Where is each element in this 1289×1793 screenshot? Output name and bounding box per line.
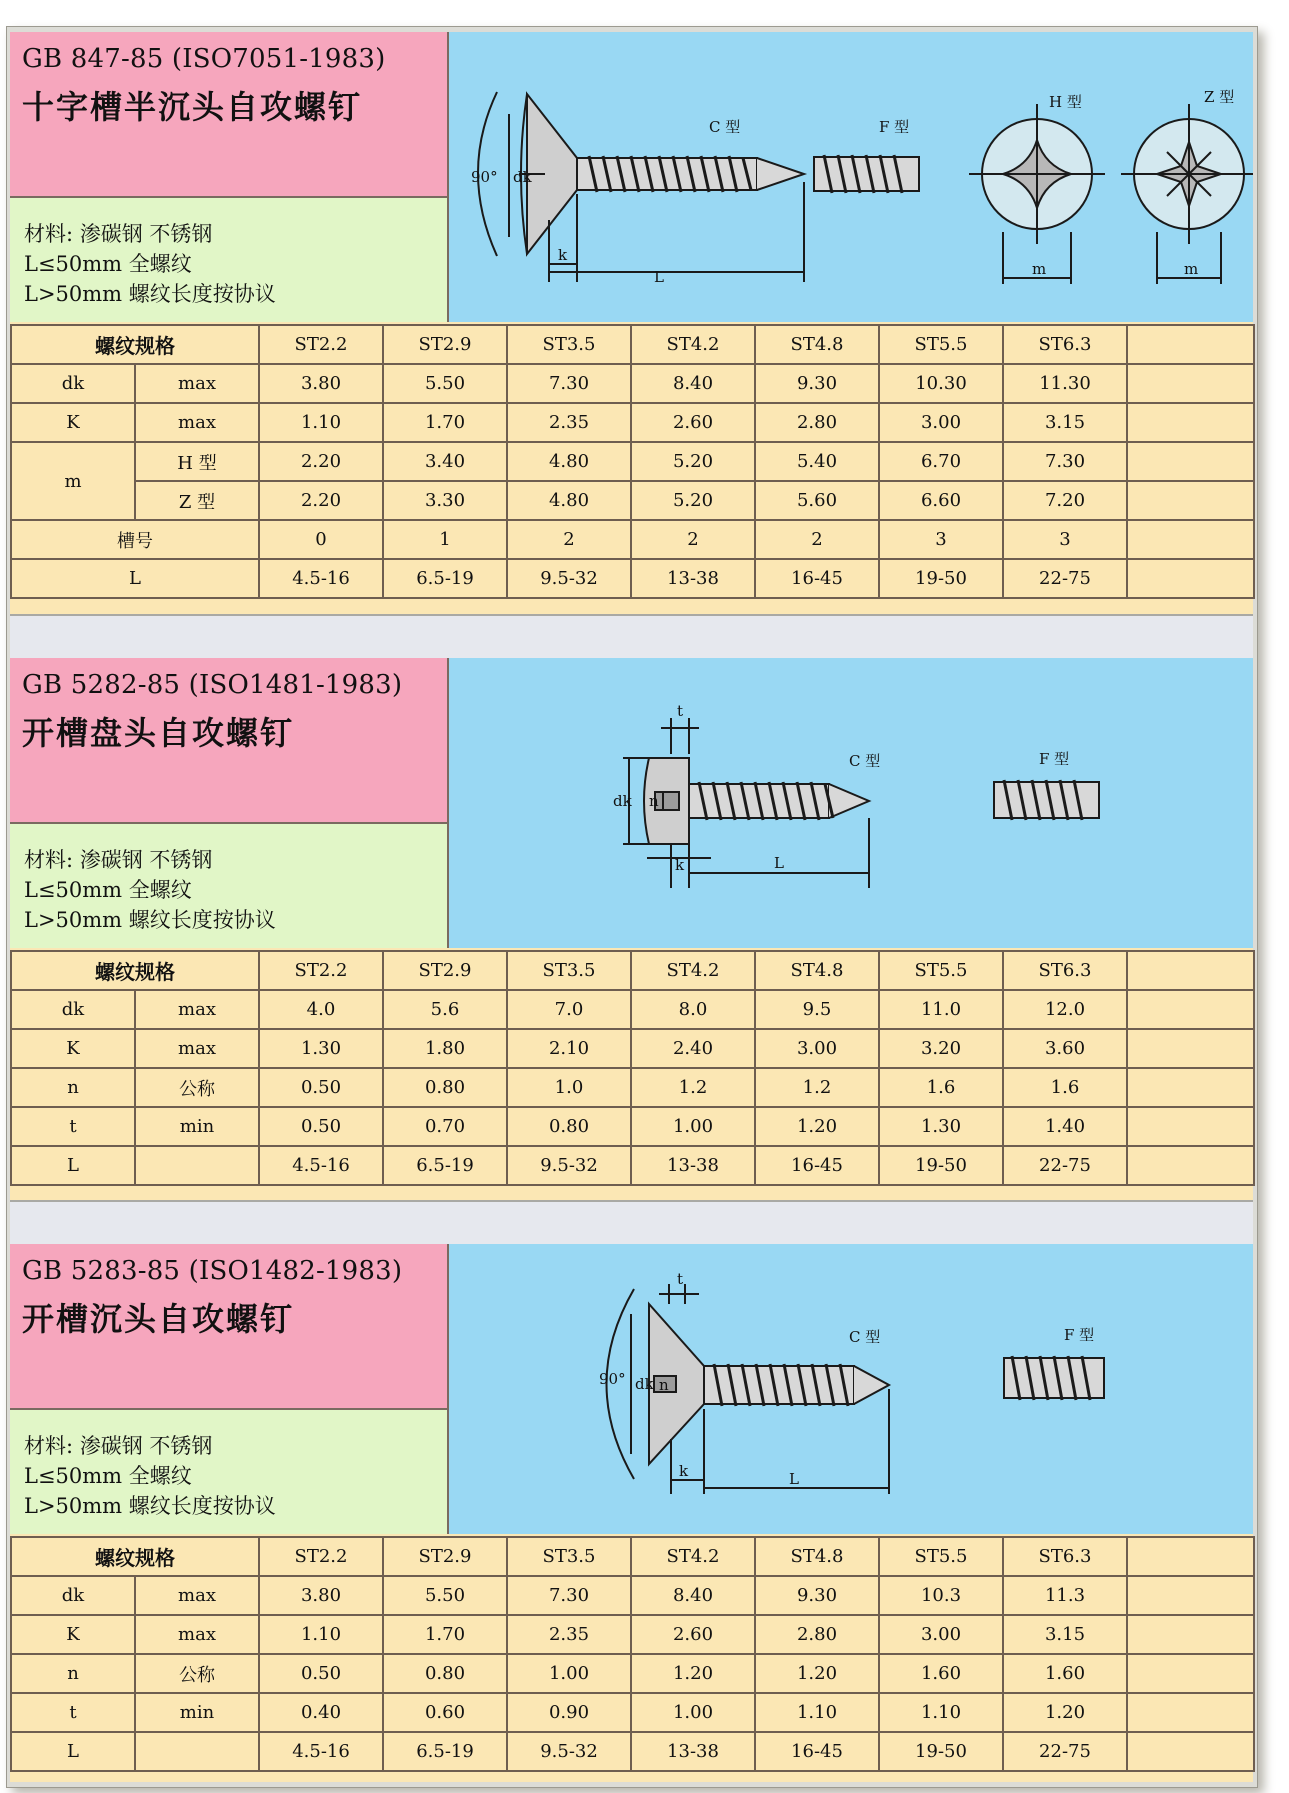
title-box xyxy=(10,658,449,824)
empty-cell xyxy=(1127,325,1254,364)
table-cell: 1.20 xyxy=(631,1654,755,1693)
table-cell: 1.20 xyxy=(755,1107,879,1146)
table-row xyxy=(11,559,1254,598)
table-cell: 2.60 xyxy=(631,403,755,442)
row-label: dk xyxy=(11,364,135,403)
row-qualifier: H 型 xyxy=(135,442,259,481)
table-row xyxy=(11,1693,1254,1732)
column-header: ST6.3 xyxy=(1003,951,1127,990)
table-cell: 2 xyxy=(755,520,879,559)
table-cell: 1.30 xyxy=(259,1029,383,1068)
table-cell: 13-38 xyxy=(631,1732,755,1771)
table-cell: 9.30 xyxy=(755,1576,879,1615)
table-cell: 0 xyxy=(259,520,383,559)
table-row xyxy=(11,1732,1254,1771)
thread-line: L>50mm 螺纹长度按协议 xyxy=(24,908,276,932)
table-cell: 3.00 xyxy=(755,1029,879,1068)
product-name: 十字槽半沉头自攻螺钉 xyxy=(22,88,363,126)
empty-cell xyxy=(1127,1107,1254,1146)
table-row xyxy=(11,442,1254,481)
row-label: n xyxy=(11,1654,135,1693)
table-cell: 2.35 xyxy=(507,1615,631,1654)
dk-label: dk xyxy=(613,792,632,810)
table-cell: 4.5-16 xyxy=(259,559,383,598)
table-cell: 5.6 xyxy=(383,990,507,1029)
column-header: ST4.2 xyxy=(631,951,755,990)
row-label: m xyxy=(11,442,135,520)
row-qualifier: 公称 xyxy=(135,1654,259,1693)
screw-diagram xyxy=(449,1244,1253,1534)
table-cell: 3.60 xyxy=(1003,1029,1127,1068)
table-cell: 3 xyxy=(1003,520,1127,559)
table-cell: 9.30 xyxy=(755,364,879,403)
empty-cell xyxy=(1127,1654,1254,1693)
table-cell: 11.0 xyxy=(879,990,1003,1029)
row-label: L xyxy=(11,559,259,598)
empty-cell xyxy=(1127,1537,1254,1576)
row-label: dk xyxy=(11,1576,135,1615)
screw-diagram xyxy=(449,32,1253,322)
column-header: ST5.5 xyxy=(879,951,1003,990)
m-label: m xyxy=(1032,260,1047,278)
c-type-label: C 型 xyxy=(849,752,881,770)
table-cell: 1.10 xyxy=(755,1693,879,1732)
product-name: 开槽盘头自攻螺钉 xyxy=(22,714,295,752)
l-label: L xyxy=(789,1470,799,1488)
table-row xyxy=(11,1107,1254,1146)
table-cell: 1.10 xyxy=(259,1615,383,1654)
table-cell: 0.40 xyxy=(259,1693,383,1732)
k-label: k xyxy=(675,856,685,874)
table-cell: 1 xyxy=(383,520,507,559)
table-row xyxy=(11,403,1254,442)
column-header: ST2.9 xyxy=(383,325,507,364)
table-cell: 2.40 xyxy=(631,1029,755,1068)
row-qualifier xyxy=(135,1146,259,1185)
table-cell: 0.80 xyxy=(383,1068,507,1107)
row-label: t xyxy=(11,1693,135,1732)
table-cell: 8.0 xyxy=(631,990,755,1029)
table-cell: 4.80 xyxy=(507,481,631,520)
table-cell: 7.30 xyxy=(507,1576,631,1615)
table-cell: 9.5-32 xyxy=(507,559,631,598)
row-label: L xyxy=(11,1732,135,1771)
column-header: ST3.5 xyxy=(507,1537,631,1576)
table-cell: 4.0 xyxy=(259,990,383,1029)
empty-cell xyxy=(1127,1576,1254,1615)
table-cell: 2 xyxy=(631,520,755,559)
table-cell: 0.90 xyxy=(507,1693,631,1732)
row-qualifier: max xyxy=(135,1576,259,1615)
table-cell: 9.5-32 xyxy=(507,1146,631,1185)
f-type-label: F 型 xyxy=(1064,1326,1095,1344)
column-header: ST4.8 xyxy=(755,325,879,364)
empty-cell xyxy=(1127,1029,1254,1068)
table-cell: 2.60 xyxy=(631,1615,755,1654)
csk-phillips-screw-drawing xyxy=(449,32,1253,322)
thread-line: L>50mm 螺纹长度按协议 xyxy=(24,1494,276,1518)
empty-cell xyxy=(1127,951,1254,990)
table-cell: 22-75 xyxy=(1003,1146,1127,1185)
table-cell: 2.35 xyxy=(507,403,631,442)
table-cell: 2.20 xyxy=(259,481,383,520)
table-cell: 7.30 xyxy=(507,364,631,403)
empty-cell xyxy=(1127,442,1254,481)
table-header-row xyxy=(11,951,1254,990)
empty-cell xyxy=(1127,403,1254,442)
empty-cell xyxy=(1127,520,1254,559)
table-cell: 19-50 xyxy=(879,559,1003,598)
table-cell: 0.80 xyxy=(507,1107,631,1146)
table-cell: 11.30 xyxy=(1003,364,1127,403)
material-line: 材料: 渗碳钢 不锈钢 xyxy=(24,848,213,872)
row-label: K xyxy=(11,403,135,442)
table-cell: 7.20 xyxy=(1003,481,1127,520)
table-row xyxy=(11,1068,1254,1107)
t-label: t xyxy=(677,1270,684,1288)
table-row xyxy=(11,1029,1254,1068)
table-cell: 3.30 xyxy=(383,481,507,520)
empty-cell xyxy=(1127,364,1254,403)
column-header: ST3.5 xyxy=(507,325,631,364)
f-type-label: F 型 xyxy=(1039,750,1070,768)
table-cell: 8.40 xyxy=(631,364,755,403)
spec-table xyxy=(10,950,1255,1186)
column-header: ST4.2 xyxy=(631,1537,755,1576)
table-header-row xyxy=(11,325,1254,364)
row-label: t xyxy=(11,1107,135,1146)
row-label: 槽号 xyxy=(11,520,259,559)
column-header: 螺纹规格 xyxy=(11,951,259,990)
table-cell: 3.40 xyxy=(383,442,507,481)
angle-label: 90° xyxy=(471,168,498,186)
table-cell: 3.00 xyxy=(879,1615,1003,1654)
table-cell: 13-38 xyxy=(631,559,755,598)
empty-cell xyxy=(1127,1693,1254,1732)
table-cell: 1.2 xyxy=(631,1068,755,1107)
k-label: k xyxy=(558,246,568,264)
material-box xyxy=(10,198,449,322)
table-cell: 12.0 xyxy=(1003,990,1127,1029)
table-cell: 6.5-19 xyxy=(383,1732,507,1771)
table-cell: 1.00 xyxy=(507,1654,631,1693)
table-cell: 5.50 xyxy=(383,364,507,403)
empty-cell xyxy=(1127,1068,1254,1107)
table-cell: 7.0 xyxy=(507,990,631,1029)
table-cell: 1.00 xyxy=(631,1693,755,1732)
table-cell: 8.40 xyxy=(631,1576,755,1615)
table-row xyxy=(11,520,1254,559)
column-header: ST2.2 xyxy=(259,325,383,364)
empty-cell xyxy=(1127,559,1254,598)
table-cell: 1.10 xyxy=(259,403,383,442)
standard-number: GB 5282-85 (ISO1481-1983) xyxy=(22,670,403,700)
table-cell: 9.5-32 xyxy=(507,1732,631,1771)
z-type-label: Z 型 xyxy=(1204,88,1235,106)
k-label: k xyxy=(679,1462,689,1480)
table-cell: 0.60 xyxy=(383,1693,507,1732)
dk-label: dk xyxy=(635,1375,654,1393)
table-cell: 9.5 xyxy=(755,990,879,1029)
section-gb5283 xyxy=(10,1244,1253,1782)
standard-number: GB 5283-85 (ISO1482-1983) xyxy=(22,1256,403,1286)
table-cell: 1.6 xyxy=(879,1068,1003,1107)
table-cell: 1.60 xyxy=(1003,1654,1127,1693)
column-header: ST4.8 xyxy=(755,1537,879,1576)
row-qualifier: max xyxy=(135,364,259,403)
table-cell: 4.5-16 xyxy=(259,1146,383,1185)
screw-diagram xyxy=(449,658,1253,948)
m-label: m xyxy=(1184,260,1199,278)
row-label: dk xyxy=(11,990,135,1029)
row-label: K xyxy=(11,1615,135,1654)
material-box xyxy=(10,1410,449,1534)
material-line: 材料: 渗碳钢 不锈钢 xyxy=(24,1434,213,1458)
column-header: ST4.2 xyxy=(631,325,755,364)
table-cell: 19-50 xyxy=(879,1732,1003,1771)
angle-label: 90° xyxy=(599,1370,626,1388)
row-qualifier: max xyxy=(135,403,259,442)
row-qualifier: max xyxy=(135,990,259,1029)
table-cell: 1.20 xyxy=(755,1654,879,1693)
table-cell: 3.80 xyxy=(259,364,383,403)
section-header xyxy=(10,32,1253,322)
thread-line: L≤50mm 全螺纹 xyxy=(24,878,192,902)
l-label: L xyxy=(654,268,664,286)
title-box xyxy=(10,1244,449,1410)
table-cell: 7.30 xyxy=(1003,442,1127,481)
table-cell: 2.10 xyxy=(507,1029,631,1068)
table-cell: 1.40 xyxy=(1003,1107,1127,1146)
table-row xyxy=(11,364,1254,403)
empty-cell xyxy=(1127,990,1254,1029)
table-cell: 6.70 xyxy=(879,442,1003,481)
table-cell: 0.80 xyxy=(383,1654,507,1693)
row-qualifier: max xyxy=(135,1615,259,1654)
l-label: L xyxy=(774,854,784,872)
row-qualifier: 公称 xyxy=(135,1068,259,1107)
section-gb847 xyxy=(10,32,1253,614)
column-header: ST2.2 xyxy=(259,951,383,990)
standard-number: GB 847-85 (ISO7051-1983) xyxy=(22,44,386,74)
table-cell: 2.80 xyxy=(755,1615,879,1654)
column-header: ST6.3 xyxy=(1003,1537,1127,1576)
row-qualifier: max xyxy=(135,1029,259,1068)
table-cell: 16-45 xyxy=(755,1732,879,1771)
column-header: ST5.5 xyxy=(879,1537,1003,1576)
table-row xyxy=(11,481,1254,520)
spec-table xyxy=(10,1536,1255,1772)
table-cell: 6.5-19 xyxy=(383,559,507,598)
table-cell: 5.60 xyxy=(755,481,879,520)
empty-cell xyxy=(1127,481,1254,520)
table-cell: 0.50 xyxy=(259,1107,383,1146)
row-qualifier: min xyxy=(135,1107,259,1146)
table-cell: 1.60 xyxy=(879,1654,1003,1693)
dk-label: dk xyxy=(513,168,532,186)
column-header: 螺纹规格 xyxy=(11,1537,259,1576)
c-type-label: C 型 xyxy=(849,1328,881,1346)
csk-slotted-screw-drawing xyxy=(449,1244,1253,1534)
column-header: ST2.9 xyxy=(383,1537,507,1576)
table-cell: 4.80 xyxy=(507,442,631,481)
row-qualifier: min xyxy=(135,1693,259,1732)
row-label: K xyxy=(11,1029,135,1068)
c-type-label: C 型 xyxy=(709,118,741,136)
table-cell: 1.10 xyxy=(879,1693,1003,1732)
thread-line: L≤50mm 全螺纹 xyxy=(24,1464,192,1488)
n-label: n xyxy=(649,792,659,810)
material-box xyxy=(10,824,449,948)
table-cell: 19-50 xyxy=(879,1146,1003,1185)
column-header: ST5.5 xyxy=(879,325,1003,364)
table-cell: 3.00 xyxy=(879,403,1003,442)
empty-cell xyxy=(1127,1732,1254,1771)
thread-line: L>50mm 螺纹长度按协议 xyxy=(24,282,276,306)
row-qualifier: Z 型 xyxy=(135,481,259,520)
section-gb5282 xyxy=(10,658,1253,1200)
table-cell: 3 xyxy=(879,520,1003,559)
table-cell: 1.80 xyxy=(383,1029,507,1068)
table-cell: 1.00 xyxy=(631,1107,755,1146)
empty-cell xyxy=(1127,1146,1254,1185)
title-box xyxy=(10,32,449,198)
table-row xyxy=(11,1615,1254,1654)
table-cell: 10.30 xyxy=(879,364,1003,403)
section-header xyxy=(10,658,1253,948)
section-divider xyxy=(10,614,1253,660)
table-cell: 6.60 xyxy=(879,481,1003,520)
column-header: ST2.9 xyxy=(383,951,507,990)
table-cell: 1.30 xyxy=(879,1107,1003,1146)
table-header-row xyxy=(11,1537,1254,1576)
pan-head-screw-drawing xyxy=(449,658,1253,948)
table-cell: 1.20 xyxy=(1003,1693,1127,1732)
table-cell: 1.0 xyxy=(507,1068,631,1107)
table-cell: 2.20 xyxy=(259,442,383,481)
table-row xyxy=(11,1146,1254,1185)
table-cell: 11.3 xyxy=(1003,1576,1127,1615)
table-cell: 0.50 xyxy=(259,1068,383,1107)
table-cell: 10.3 xyxy=(879,1576,1003,1615)
product-name: 开槽沉头自攻螺钉 xyxy=(22,1300,295,1338)
table-cell: 22-75 xyxy=(1003,559,1127,598)
column-header: ST6.3 xyxy=(1003,325,1127,364)
t-label: t xyxy=(677,702,684,720)
table-cell: 2.80 xyxy=(755,403,879,442)
table-row xyxy=(11,990,1254,1029)
table-cell: 3.15 xyxy=(1003,403,1127,442)
table-cell: 13-38 xyxy=(631,1146,755,1185)
table-cell: 5.40 xyxy=(755,442,879,481)
table-row xyxy=(11,1576,1254,1615)
spec-table xyxy=(10,324,1255,599)
table-cell: 5.20 xyxy=(631,442,755,481)
table-cell: 22-75 xyxy=(1003,1732,1127,1771)
table-cell: 1.70 xyxy=(383,1615,507,1654)
empty-cell xyxy=(1127,1615,1254,1654)
thread-line: L≤50mm 全螺纹 xyxy=(24,252,192,276)
table-cell: 0.50 xyxy=(259,1654,383,1693)
table-row xyxy=(11,1654,1254,1693)
f-type-label: F 型 xyxy=(879,118,910,136)
table-cell: 5.50 xyxy=(383,1576,507,1615)
n-label: n xyxy=(659,1376,669,1394)
material-line: 材料: 渗碳钢 不锈钢 xyxy=(24,222,213,246)
table-cell: 16-45 xyxy=(755,1146,879,1185)
section-header xyxy=(10,1244,1253,1534)
row-qualifier xyxy=(135,1732,259,1771)
table-cell: 1.2 xyxy=(755,1068,879,1107)
h-type-label: H 型 xyxy=(1049,93,1082,111)
table-cell: 3.80 xyxy=(259,1576,383,1615)
column-header: ST2.2 xyxy=(259,1537,383,1576)
table-cell: 3.20 xyxy=(879,1029,1003,1068)
row-label: n xyxy=(11,1068,135,1107)
column-header: ST3.5 xyxy=(507,951,631,990)
table-cell: 1.6 xyxy=(1003,1068,1127,1107)
row-label: L xyxy=(11,1146,135,1185)
table-cell: 2 xyxy=(507,520,631,559)
table-cell: 4.5-16 xyxy=(259,1732,383,1771)
table-cell: 0.70 xyxy=(383,1107,507,1146)
table-cell: 3.15 xyxy=(1003,1615,1127,1654)
table-cell: 1.70 xyxy=(383,403,507,442)
table-cell: 6.5-19 xyxy=(383,1146,507,1185)
table-cell: 5.20 xyxy=(631,481,755,520)
column-header: 螺纹规格 xyxy=(11,325,259,364)
table-cell: 16-45 xyxy=(755,559,879,598)
section-divider xyxy=(10,1200,1253,1246)
column-header: ST4.8 xyxy=(755,951,879,990)
